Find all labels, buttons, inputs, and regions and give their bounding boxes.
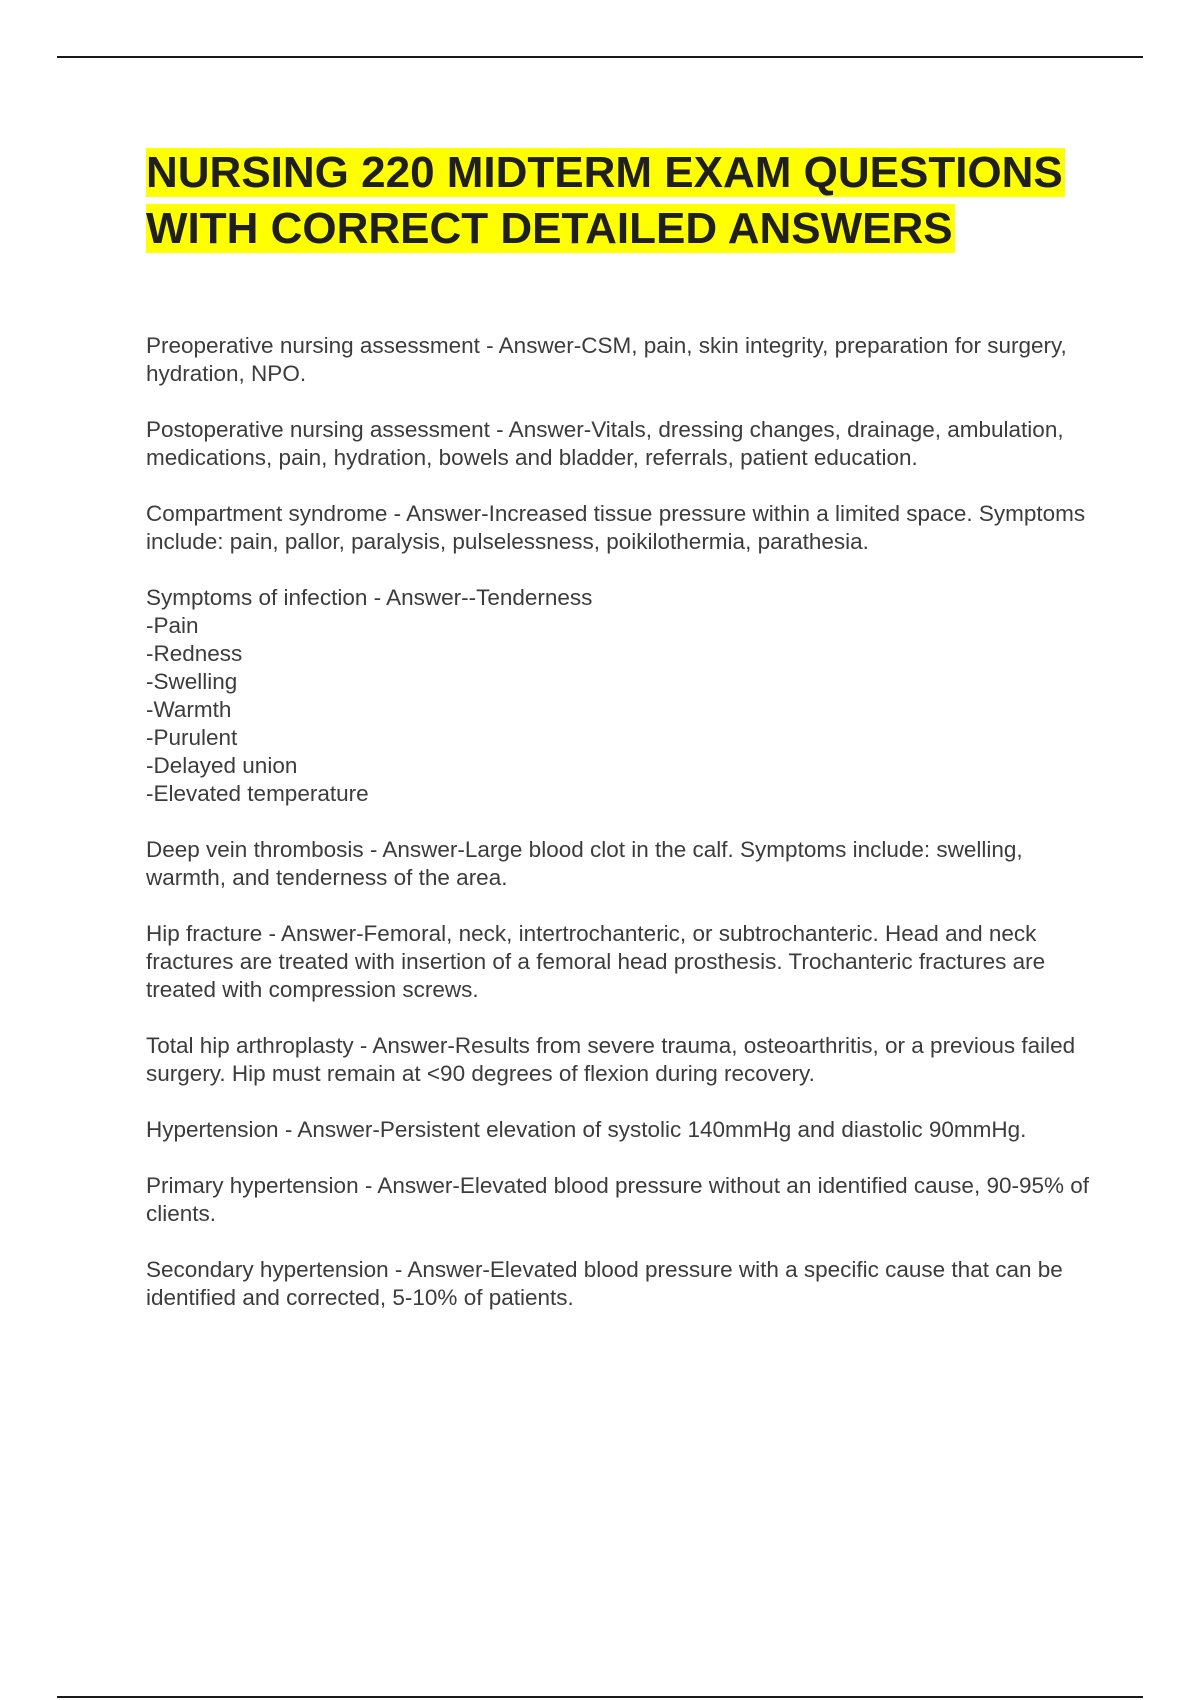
title-highlight: NURSING 220 MIDTERM EXAM QUESTIONS WITH CORRECT DETAILED ANSWERS [146,148,1063,253]
entry-symptoms-of-infection: Symptoms of infection - Answer--Tenderness -Pain -Redness -Swelling -Warmth -Purulent -Delayed union -Elevated temperature [146,585,593,806]
entry-compartment-syndrome: Compartment syndrome - Answer-Increased tissue pressure within a limited space. Symptoms include: pain, pallor, paralysis, pulselessness, poikilothermia, parathesia. [146,501,1086,554]
document-title [146,145,1096,257]
entry-hip-fracture: Hip fracture - Answer-Femoral, neck, intertrochanteric, or subtrochanteric. Head and neck fractures are treated with insertion of a femoral head prosthesis. Trochanteric fractures are treated with compression screws. [146,921,1046,1002]
entry-primary-hypertension: Primary hypertension - Answer-Elevated blood pressure without an identified cause, 90-95% of clients. [146,1173,1090,1226]
entry-hypertension: Hypertension - Answer-Persistent elevation of systolic 140mmHg and diastolic 90mmHg. [146,1117,1027,1142]
entry-preoperative-assessment: Preoperative nursing assessment - Answer-CSM, pain, skin integrity, preparation for surgery, hydration, NPO. [146,333,1067,386]
entry-secondary-hypertension: Secondary hypertension - Answer-Elevated blood pressure with a specific cause that can be identified and corrected, 5-10% of patients. [146,1257,1063,1310]
entry-total-hip-arthroplasty: Total hip arthroplasty - Answer-Results from severe trauma, osteoarthritis, or a previous failed surgery. Hip must remain at <90 degrees of flexion during recovery. [146,1033,1076,1086]
entry-deep-vein-thrombosis: Deep vein thrombosis - Answer-Large blood clot in the calf. Symptoms include: swelling, warmth, and tenderness of the area. [146,837,1023,890]
top-rule [57,56,1143,58]
entries-list [146,332,1096,1312]
entry-postoperative-assessment: Postoperative nursing assessment - Answer-Vitals, dressing changes, drainage, ambulation, medications, pain, hydration, bowels and bladder, referrals, patient education. [146,417,1064,470]
bottom-rule [57,1696,1143,1698]
document-body [146,145,1096,1340]
